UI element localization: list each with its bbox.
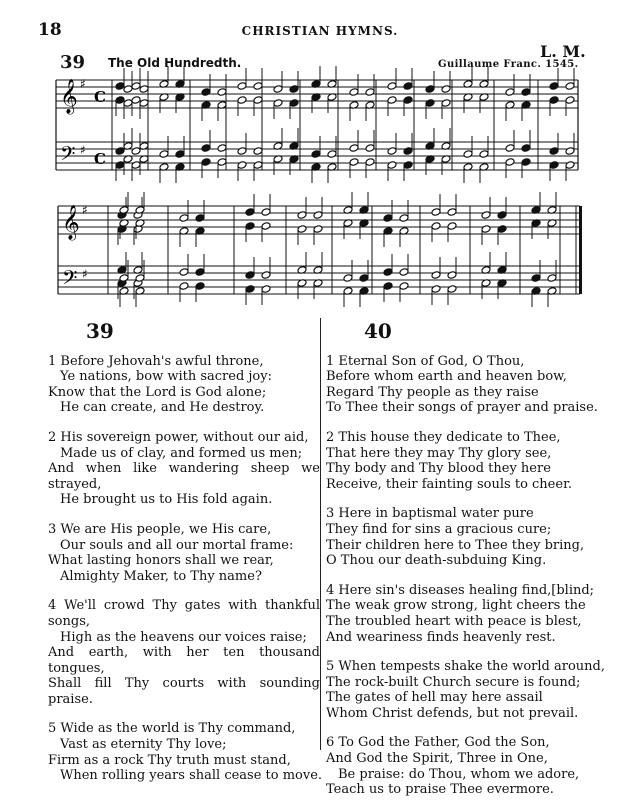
note-head — [261, 222, 271, 231]
verse-line: Vast as eternity Thy love; — [60, 737, 227, 753]
note-head — [245, 271, 255, 280]
composer: Guillaume Franc. 1545. — [438, 59, 579, 70]
note-head — [297, 225, 307, 234]
note-head — [403, 161, 413, 170]
note-head — [547, 274, 557, 283]
note-head — [425, 99, 435, 108]
note-head — [403, 147, 413, 156]
note-head — [549, 147, 559, 156]
verse-line: The gates of hell may here assail — [326, 690, 543, 706]
note-head — [497, 211, 507, 220]
key-signature-sharp: ♯ — [82, 203, 88, 217]
note-head — [313, 211, 323, 220]
note-head — [431, 285, 441, 294]
note-head — [253, 82, 263, 91]
note-head — [253, 161, 263, 170]
time-signature: C — [94, 88, 106, 106]
verse-line: Receive, their fainting souls to cheer. — [326, 476, 572, 492]
verse-line: 2 His sovereign power, without our aid, — [48, 429, 309, 445]
bass-clef: 𝄢 — [62, 266, 78, 294]
verse-line: When rolling years shall cease to move. — [60, 768, 323, 784]
note-head — [447, 285, 457, 294]
note-head — [497, 225, 507, 234]
verse-line: O Thou our death-subduing King. — [326, 553, 547, 569]
verse-line: Know that the Lord is God alone; — [48, 384, 267, 400]
note-head — [521, 158, 531, 167]
meter: L. M. — [540, 42, 586, 61]
note-head — [175, 150, 185, 159]
stanza — [48, 430, 320, 508]
note-head — [253, 147, 263, 156]
running-title: CHRISTIAN HYMNS. — [241, 24, 399, 38]
note-head — [431, 222, 441, 231]
note-head — [195, 268, 205, 277]
tune-name: The Old Hundredth. — [108, 56, 242, 70]
hymn-39-number: 39 — [86, 319, 114, 343]
note-head — [297, 211, 307, 220]
time-signature: C — [94, 150, 106, 168]
verse-line: 6 To God the Father, God the Son, — [326, 735, 550, 751]
note-head — [425, 85, 435, 94]
verse-line: Firm as a rock Thy truth must stand, — [48, 752, 291, 768]
note-head — [217, 158, 227, 167]
note-head — [481, 211, 491, 220]
stanza — [48, 522, 320, 584]
stanza — [326, 506, 590, 568]
verse-line: Be praise: do Thou, whom we adore, — [338, 766, 580, 782]
note-head — [179, 214, 189, 223]
note-head — [505, 144, 515, 153]
note-head — [387, 96, 397, 105]
note-head — [403, 82, 413, 91]
stanza — [48, 598, 320, 707]
verse-line: Ye nations, bow with sacred joy: — [60, 369, 272, 385]
note-head — [549, 161, 559, 170]
note-head — [237, 161, 247, 170]
note-head — [399, 282, 409, 291]
note-head — [237, 96, 247, 105]
note-head — [565, 147, 575, 156]
stanza — [48, 721, 323, 784]
verse-line: What lasting honors shall we rear, — [48, 553, 274, 569]
verse-line: The weak grow strong, light cheers the — [326, 598, 586, 614]
verse-line: Regard Thy people as they raise — [326, 384, 539, 400]
key-signature-sharp: ♯ — [80, 143, 86, 157]
note-head — [383, 268, 393, 277]
note-head — [261, 285, 271, 294]
verse-line: Teach us to praise Thee evermore. — [326, 782, 554, 798]
note-head — [431, 271, 441, 280]
note-head — [349, 144, 359, 153]
verse-line: And earth, with her ten thousand tongues, — [48, 645, 320, 676]
verse-line: 4 Here sin's diseases healing find,[blind; — [326, 582, 595, 598]
verse-line: 4 We'll crowd Thy gates with thankful songs, — [48, 598, 320, 629]
note-head — [365, 158, 375, 167]
verse-line: 2 This house they dedicate to Thee, — [326, 429, 561, 445]
treble-clef: 𝄞 — [60, 79, 78, 114]
page-number: 18 — [38, 20, 62, 40]
verse-line: They find for sins a gracious cure; — [326, 521, 552, 537]
note-head — [447, 271, 457, 280]
note-head — [115, 161, 125, 170]
note-head — [441, 85, 451, 94]
verse-line: The troubled heart with peace is blest, — [326, 613, 582, 629]
note-head — [565, 82, 575, 91]
verse-line: Their children here to Thee they bring, — [326, 537, 585, 553]
verse-line: Almighty Maker, to Thy name? — [60, 568, 262, 584]
note-head — [441, 99, 451, 108]
bass-clef: 𝄢 — [60, 142, 76, 170]
note-head — [273, 99, 283, 108]
note-head — [565, 161, 575, 170]
note-head — [463, 150, 473, 159]
note-head — [521, 88, 531, 97]
stanza — [326, 582, 595, 645]
note-head — [387, 161, 397, 170]
note-head — [135, 274, 145, 283]
verse-line: 1 Eternal Son of God, O Thou, — [326, 353, 525, 369]
note-head — [327, 150, 337, 159]
stanza — [326, 735, 590, 797]
key-signature-sharp: ♯ — [80, 77, 86, 91]
stanza — [326, 353, 598, 416]
note-head — [131, 161, 141, 170]
note-head — [447, 222, 457, 231]
verse-line: And weariness finds heavenly rest. — [326, 629, 556, 645]
stanza — [48, 354, 320, 416]
key-signature-sharp: ♯ — [82, 267, 88, 281]
stanza — [326, 430, 590, 492]
note-head — [159, 150, 169, 159]
note-head — [179, 268, 189, 277]
note-head — [349, 158, 359, 167]
note-head — [549, 96, 559, 105]
note-head — [505, 158, 515, 167]
note-head — [245, 222, 255, 231]
verse-line: That here they may Thy glory see, — [326, 445, 552, 461]
verse-line: And God the Spirit, Three in One, — [326, 751, 548, 767]
verse-line: 5 Wide as the world is Thy command, — [48, 721, 296, 737]
note-head — [431, 208, 441, 217]
column-divider — [320, 318, 321, 750]
verse-line: Shall fill Thy courts with sounding praise. — [48, 676, 320, 707]
note-head — [365, 144, 375, 153]
verse-line: He can create, and He destroy. — [60, 400, 265, 416]
note-head — [179, 282, 189, 291]
note-head — [549, 82, 559, 91]
note-head — [311, 150, 321, 159]
note-head — [505, 88, 515, 97]
verse-line: He brought us to His fold again. — [60, 492, 273, 508]
verse-line: High as the heavens our voices raise; — [60, 629, 307, 645]
verse-line: 1 Before Jehovah's awful throne, — [48, 353, 264, 369]
note-head — [365, 88, 375, 97]
note-head — [313, 225, 323, 234]
note-head — [399, 214, 409, 223]
note-head — [565, 96, 575, 105]
note-head — [217, 144, 227, 153]
hymn-40-column — [326, 318, 605, 812]
note-head — [245, 285, 255, 294]
verse-line: 5 When tempests shake the world around, — [326, 659, 605, 675]
note-head — [403, 96, 413, 105]
note-head — [245, 208, 255, 217]
verse-line: Thy body and Thy blood they here — [326, 461, 551, 477]
note-head — [289, 85, 299, 94]
verse-line: Our souls and all our mortal frame: — [60, 537, 294, 553]
note-head — [237, 82, 247, 91]
hymn-40-number: 40 — [364, 319, 392, 343]
note-head — [253, 96, 263, 105]
hymn-39-column — [48, 318, 323, 798]
note-head — [531, 274, 541, 283]
final-barline-thick — [579, 206, 582, 294]
verse-line: And when like wandering sheep we strayed, — [48, 461, 320, 492]
note-head — [383, 214, 393, 223]
verse-line: Made us of clay, and formed us men; — [60, 445, 303, 461]
treble-clef: 𝄞 — [62, 205, 80, 240]
verse-line: To Thee their songs of prayer and praise. — [326, 400, 598, 416]
note-head — [289, 99, 299, 108]
note-head — [261, 271, 271, 280]
verse-line: 3 We are His people, we His care, — [48, 521, 272, 537]
note-head — [447, 208, 457, 217]
note-head — [343, 274, 353, 283]
note-head — [119, 274, 129, 283]
note-head — [201, 88, 211, 97]
verse-line: Before whom earth and heaven bow, — [326, 369, 567, 385]
note-head — [521, 144, 531, 153]
music-score — [0, 0, 640, 310]
note-head — [399, 268, 409, 277]
note-head — [115, 147, 125, 156]
note-head — [201, 144, 211, 153]
note-head — [479, 150, 489, 159]
note-head — [387, 82, 397, 91]
note-head — [273, 85, 283, 94]
stanza — [326, 659, 605, 721]
note-head — [383, 282, 393, 291]
note-head — [481, 225, 491, 234]
note-head — [359, 274, 369, 283]
verse-line: Whom Christ defends, but not prevail. — [326, 705, 579, 721]
verse-line: 3 Here in baptismal water pure — [326, 506, 534, 522]
note-head — [195, 282, 205, 291]
note-head — [195, 214, 205, 223]
note-head — [131, 147, 141, 156]
note-head — [237, 147, 247, 156]
verse-line: The rock-built Church secure is found; — [326, 674, 581, 690]
note-head — [349, 88, 359, 97]
note-head — [261, 208, 271, 217]
tune-number: 39 — [60, 52, 86, 73]
note-head — [201, 158, 211, 167]
note-head — [217, 88, 227, 97]
note-head — [387, 147, 397, 156]
